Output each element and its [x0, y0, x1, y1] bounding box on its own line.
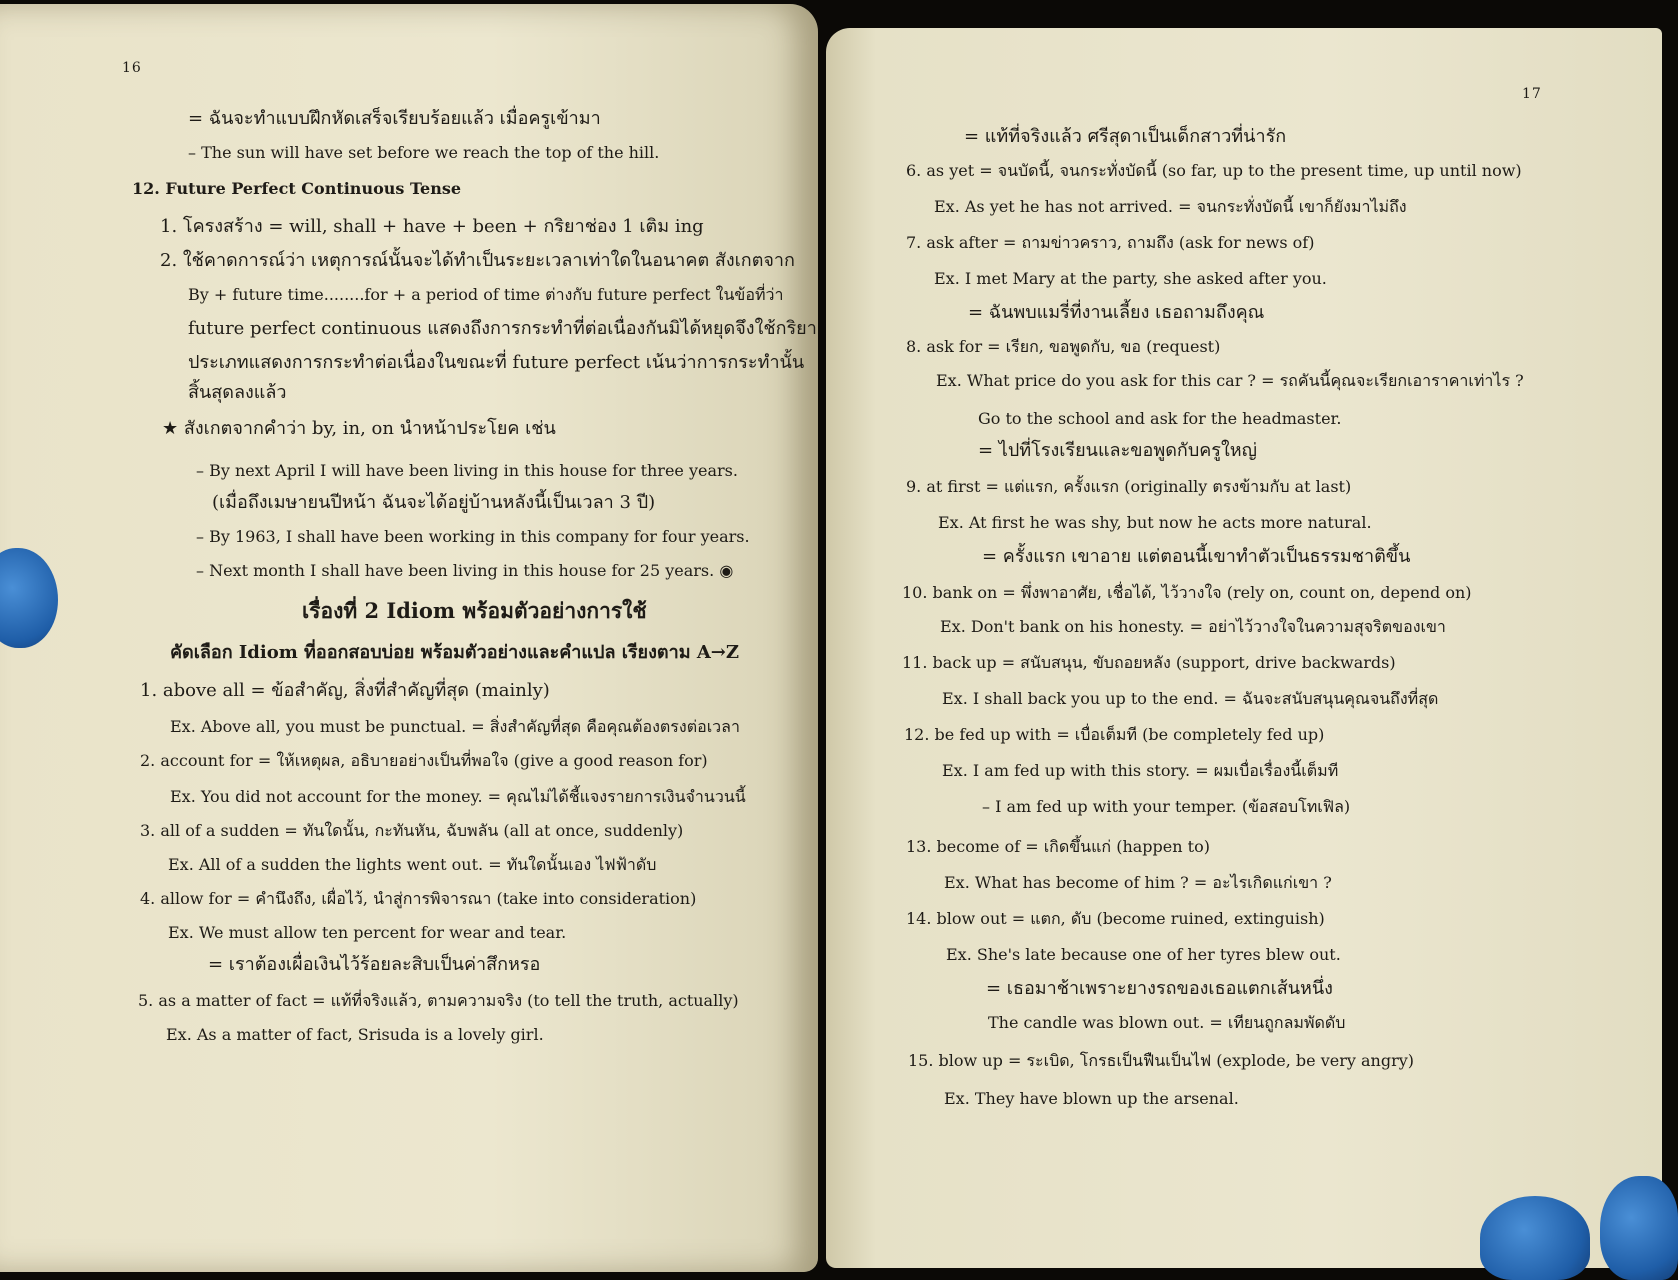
example-line: Ex. As yet he has not arrived. = จนกระทั่งบัดนี้ เขาก็ยังมาไม่ถึง — [934, 197, 1407, 216]
idiom-entry: 2. account for = ให้เหตุผล, อธิบายอย่างเป็นที่พอใจ (give a good reason for) — [140, 751, 708, 770]
example-line: – By next April I will have been living in this house for three years. — [196, 461, 738, 480]
idiom-entry: 4. allow for = คำนึงถึง, เผื่อไว้, นำสู่การพิจารณา (take into consideration) — [140, 889, 697, 908]
text-line: future perfect continuous แสดงถึงการกระทำที่ต่อเนื่องกันมิได้หยุดจึงใช้กริยา — [188, 318, 817, 339]
idiom-entry: 3. all of a sudden = ทันใดนั้น, กะทันหัน, ฉับพลัน (all at once, suddenly) — [140, 821, 684, 840]
example-line: Ex. What has become of him ? = อะไรเกิดแก่เขา ? — [944, 873, 1332, 892]
example-line: Ex. Don't bank on his honesty. = อย่าไว้วางใจในความสุจริตของเขา — [940, 617, 1446, 636]
text-line: = ฉันพบแมรี่ที่งานเลี้ยง เธอถามถึงคุณ — [968, 302, 1265, 323]
idiom-entry: 11. back up = สนับสนุน, ขับถอยหลัง (support, drive backwards) — [902, 653, 1396, 672]
text-line: – The sun will have set before we reach the top of the hill. — [188, 143, 660, 162]
text-line: = เราต้องเผื่อเงินไว้ร้อยละสิบเป็นค่าสึกหรอ — [208, 954, 541, 975]
text-line: ประเภทแสดงการกระทำต่อเนื่องในขณะที่ future perfect เน้นว่าการกระทำนั้น — [188, 352, 805, 373]
idiom-entry: 6. as yet = จนบัดนี้, จนกระทั่งบัดนี้ (so far, up to the present time, up until now) — [906, 161, 1522, 180]
text-line: = ไปที่โรงเรียนและขอพูดกับครูใหญ่ — [978, 440, 1257, 461]
left-page — [0, 4, 818, 1272]
example-line: Ex. What price do you ask for this car ? = รถคันนี้คุณจะเรียกเอาราคาเท่าไร ? — [936, 371, 1524, 390]
thumb — [1600, 1176, 1678, 1280]
idiom-entry: 7. ask after = ถามข่าวคราว, ถามถึง (ask for news of) — [906, 233, 1315, 252]
idiom-entry: 10. bank on = พึ่งพาอาศัย, เชื่อได้, ไว้วางใจ (rely on, count on, depend on) — [902, 583, 1472, 602]
example-line: Ex. I am fed up with this story. = ผมเบื่อเรื่องนี้เต็มที — [942, 761, 1339, 780]
example-line: The candle was blown out. = เทียนถูกลมพัดดับ — [988, 1013, 1346, 1032]
idiom-entry: 13. become of = เกิดขึ้นแก่ (happen to) — [906, 837, 1210, 856]
idiom-entry: 14. blow out = แตก, ดับ (become ruined, extinguish) — [906, 909, 1325, 928]
text-line: (เมื่อถึงเมษายนปีหน้า ฉันจะได้อยู่บ้านหลังนี้เป็นเวลา 3 ปี) — [212, 492, 656, 513]
idiom-entry: 5. as a matter of fact = แท้ที่จริงแล้ว, ตามความจริง (to tell the truth, actually) — [138, 991, 739, 1010]
idiom-entry: 8. ask for = เรียก, ขอพูดกับ, ขอ (request) — [906, 337, 1221, 356]
idiom-entry: 15. blow up = ระเบิด, โกรธเป็นฟืนเป็นไฟ (explode, be very angry) — [908, 1051, 1414, 1070]
example-line: – I am fed up with your temper. (ข้อสอบโทเฟิล) — [982, 797, 1351, 816]
text-line: = เธอมาช้าเพราะยางรถของเธอแตกเส้นหนึ่ง — [986, 978, 1333, 999]
example-line: Ex. We must allow ten percent for wear and tear. — [168, 923, 567, 942]
section-heading: 12. Future Perfect Continuous Tense — [132, 179, 462, 198]
text-line: By + future time........for + a period of time ต่างกับ future perfect ในข้อที่ว่า — [188, 285, 784, 304]
right-page — [826, 28, 1662, 1268]
example-line: Ex. At first he was shy, but now he acts more natural. — [938, 513, 1372, 532]
example-line: Ex. She's late because one of her tyres blew out. — [946, 945, 1341, 964]
example-line: – By 1963, I shall have been working in this company for four years. — [196, 527, 750, 546]
chapter-subheading: คัดเลือก Idiom ที่ออกสอบบ่อย พร้อมตัวอย่างและคำแปล เรียงตาม A→Z — [170, 642, 740, 663]
thumb — [1480, 1196, 1590, 1280]
example-line: Ex. I met Mary at the party, she asked after you. — [934, 269, 1327, 288]
text-line: = แท้ที่จริงแล้ว ศรีสุดาเป็นเด็กสาวที่น่ารัก — [964, 126, 1287, 147]
text-line: สิ้นสุดลงแล้ว — [188, 382, 287, 403]
note-line: ★ สังเกตจากคำว่า by, in, on นำหน้าประโยค เช่น — [162, 418, 556, 439]
example-line: Ex. You did not account for the money. = คุณไม่ได้ชี้แจงรายการเงินจำนวนนี้ — [170, 787, 746, 806]
page-number: 16 — [122, 60, 142, 76]
example-line: Ex. All of a sudden the lights went out. = ทันใดนั้นเอง ไฟฟ้าดับ — [168, 855, 657, 874]
example-line: Ex. They have blown up the arsenal. — [944, 1089, 1239, 1108]
chapter-heading: เรื่องที่ 2 Idiom พร้อมตัวอย่างการใช้ — [302, 598, 647, 623]
idiom-entry: 12. be fed up with = เบื่อเต็มที (be completely fed up) — [904, 725, 1325, 744]
example-line: Ex. I shall back you up to the end. = ฉันจะสนับสนุนคุณจนถึงที่สุด — [942, 689, 1439, 708]
text-line: 1. โครงสร้าง = will, shall + have + been + กริยาช่อง 1 เติม ing — [160, 216, 704, 237]
idiom-entry: 1. above all = ข้อสำคัญ, สิ่งที่สำคัญที่สุด (mainly) — [140, 680, 550, 701]
page-number: 17 — [1522, 86, 1542, 102]
example-line: – Next month I shall have been living in this house for 25 years. ◉ — [196, 561, 734, 580]
example-line: Go to the school and ask for the headmaster. — [978, 409, 1342, 428]
text-line: = ฉันจะทำแบบฝึกหัดเสร็จเรียบร้อยแล้ว เมื่อครูเข้ามา — [188, 108, 601, 129]
example-line: Ex. As a matter of fact, Srisuda is a lovely girl. — [166, 1025, 544, 1044]
idiom-entry: 9. at first = แต่แรก, ครั้งแรก (originally ตรงข้ามกับ at last) — [906, 477, 1352, 496]
text-line: = ครั้งแรก เขาอาย แต่ตอนนี้เขาทำตัวเป็นธรรมชาติขึ้น — [982, 546, 1411, 567]
example-line: Ex. Above all, you must be punctual. = สิ่งสำคัญที่สุด คือคุณต้องตรงต่อเวลา — [170, 717, 740, 736]
text-line: 2. ใช้คาดการณ์ว่า เหตุการณ์นั้นจะได้ทำเป็นระยะเวลาเท่าใดในอนาคต สังเกตจาก — [160, 250, 795, 271]
